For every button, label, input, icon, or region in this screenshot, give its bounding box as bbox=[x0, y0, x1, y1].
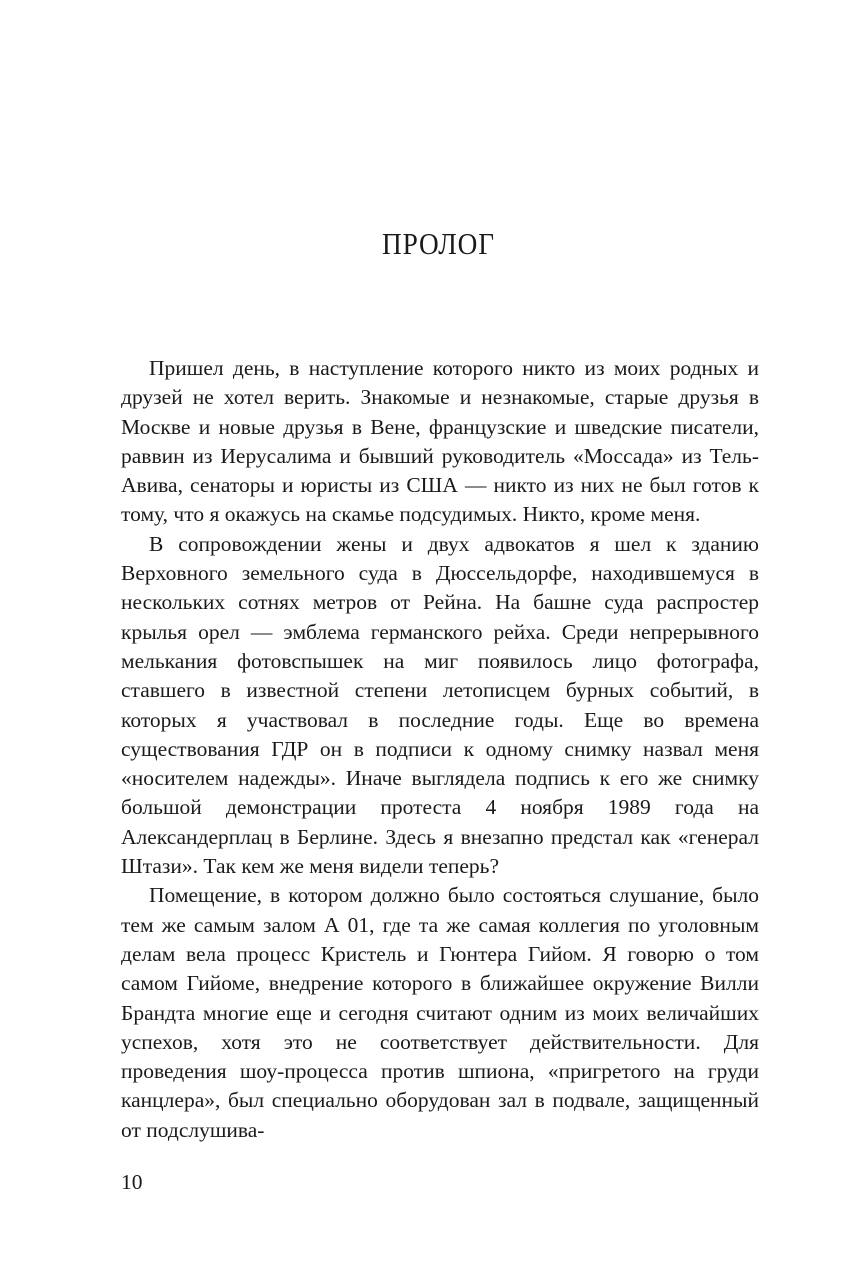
paragraph-2: В сопровождении жены и двух адвокатов я шел к зданию Верховного земельного суда в Дюссельдорфе, находившемуся в нескольких сотнях метров от Рейна. На башне суда распростер крылья орел — эмблема германского рейха. Среди непрерывного мелькания фотовспышек на миг появилось лицо фотографа, ставшего в известной степени летописцем бурных событий, в которых я участвовал в последние годы. Еще во времена существования ГДР он в подписи к одному снимку назвал меня «носителем надежды». Иначе выглядела подпись к его же снимку большой демонстрации протеста 4 ноября 1989 года на Александерплац в Берлине. Здесь я внезапно предстал как «генерал Штази». Так кем же меня видели теперь? bbox=[121, 531, 759, 879]
paragraph-1: Пришел день, в наступление которого никто из моих родных и друзей не хотел верить. Знакомые и незнакомые, старые друзья в Москве и новые друзья в Вене, французские и шведские писатели, раввин из Иерусалима и бывший руководитель «Моссада» из Тель-Авива, сенаторы и юристы из США — никто из них не был готов к тому, что я окажусь на скамье подсудимых. Никто, кроме меня. bbox=[121, 356, 759, 527]
page-number: 10 bbox=[121, 1170, 143, 1194]
body-text bbox=[121, 354, 759, 1145]
chapter-title: ПРОЛОГ bbox=[382, 226, 495, 261]
paragraph-3: Помещение, в котором должно было состояться слушание, было тем же самым залом А 01, где та же самая коллегия по уголовным делам вела процесс Кристель и Гюнтера Гийом. Я говорю о том самом Гийоме, внедрение которого в ближайшее окружение Вилли Брандта многие еще и сегодня считают одним из моих величайших успехов, хотя это не соответствует действительности. Для проведения шоу-процесса против шпиона, «пригретого на груди канцлера», был специально оборудован зал в подвале, защищенный от подслушива- bbox=[121, 883, 759, 1142]
